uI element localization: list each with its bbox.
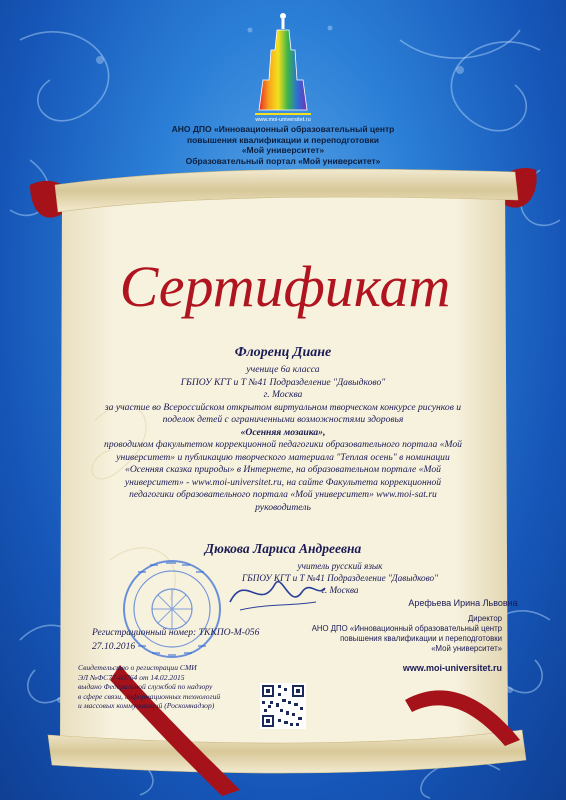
- qr-code-icon[interactable]: [260, 683, 306, 729]
- certificate-title-text: Сертификат: [120, 254, 450, 319]
- body-line: руководитель: [255, 501, 311, 513]
- media-registration: [78, 663, 278, 711]
- body-line: ученице 6а класса: [246, 364, 320, 375]
- website-url[interactable]: www.moi-universitet.ru: [402, 663, 502, 673]
- certificate-body: [64, 364, 502, 514]
- body-line: поделок детей с ограниченными возможностями здоровья: [162, 414, 404, 425]
- body-line: проводимом факультетом коррекционной педагогики образовательного портала «Мой: [104, 439, 462, 450]
- director-line: АНО ДПО «Инновационный образовательный центр: [311, 624, 502, 633]
- body-line: университет» - www.moi-universitet.ru, на сайте Факультета коррекционной: [124, 476, 442, 488]
- body-line: ГБПОУ КГТ и Т №41 Подразделение "Давыдково": [180, 376, 386, 388]
- body-line: «Осенняя сказка природы» в Интернете, на образовательном портале «Мой: [125, 464, 441, 475]
- director-block: [292, 614, 502, 654]
- org-header-line: повышения квалификации и переподготовки: [186, 134, 380, 145]
- org-header-line: Образовательный портал «Мой университет»: [185, 155, 381, 166]
- logo-url: www.moi-universitet.ru: [255, 117, 311, 122]
- leader-name: Дюкова Лариса Андреевна: [204, 541, 362, 556]
- recipient-name: Флоренц Диане: [234, 345, 332, 360]
- smi-line: Свидетельство о регистрации СМИ: [78, 663, 197, 672]
- director-line: Директор: [468, 614, 502, 623]
- body-line: за участие во Всероссийском открытом виртуальном творческом конкурсе рисунков и: [104, 401, 462, 413]
- smi-line: ЭЛ №ФС77-60764 от 14.02.2015: [78, 672, 185, 682]
- body-line: г. Москва: [263, 389, 303, 400]
- body-line: университет» и публикацию творческого материала "Теплая осень" в номинации: [116, 451, 450, 463]
- director-line: «Мой университет»: [431, 644, 502, 653]
- leader-line: ГБПОУ КГТ и Т №41 Подразделение "Давыдково": [242, 573, 438, 583]
- certificate-title: [120, 238, 450, 328]
- director-name: Арефьева Ирина Львовна: [408, 598, 518, 608]
- contest-name: «Осенняя мозаика»,: [240, 426, 326, 438]
- registration-number: Регистрационный номер: ТККПО-М-056: [92, 627, 260, 638]
- leader-details: [200, 560, 480, 596]
- smi-line: в сфере связи, информационных технологий: [78, 691, 221, 701]
- org-header-line: АНО ДПО «Инновационный образовательный центр: [171, 124, 395, 134]
- smi-line: и массовых коммуникаций (Роскомнадзор): [78, 701, 215, 711]
- director-line: повышения квалификации и переподготовки: [340, 634, 502, 643]
- leader-line: учитель русский язык: [297, 561, 383, 571]
- body-line: педагогики образовательного портала «Мой университет» www.moi-sat.ru: [129, 489, 437, 500]
- org-header-line: «Мой университет»: [241, 145, 325, 155]
- smi-line: выдано Федеральной службой по надзору: [78, 682, 213, 692]
- leader-line: г. Москва: [321, 585, 359, 595]
- issue-date: 27.10.2016: [92, 641, 136, 652]
